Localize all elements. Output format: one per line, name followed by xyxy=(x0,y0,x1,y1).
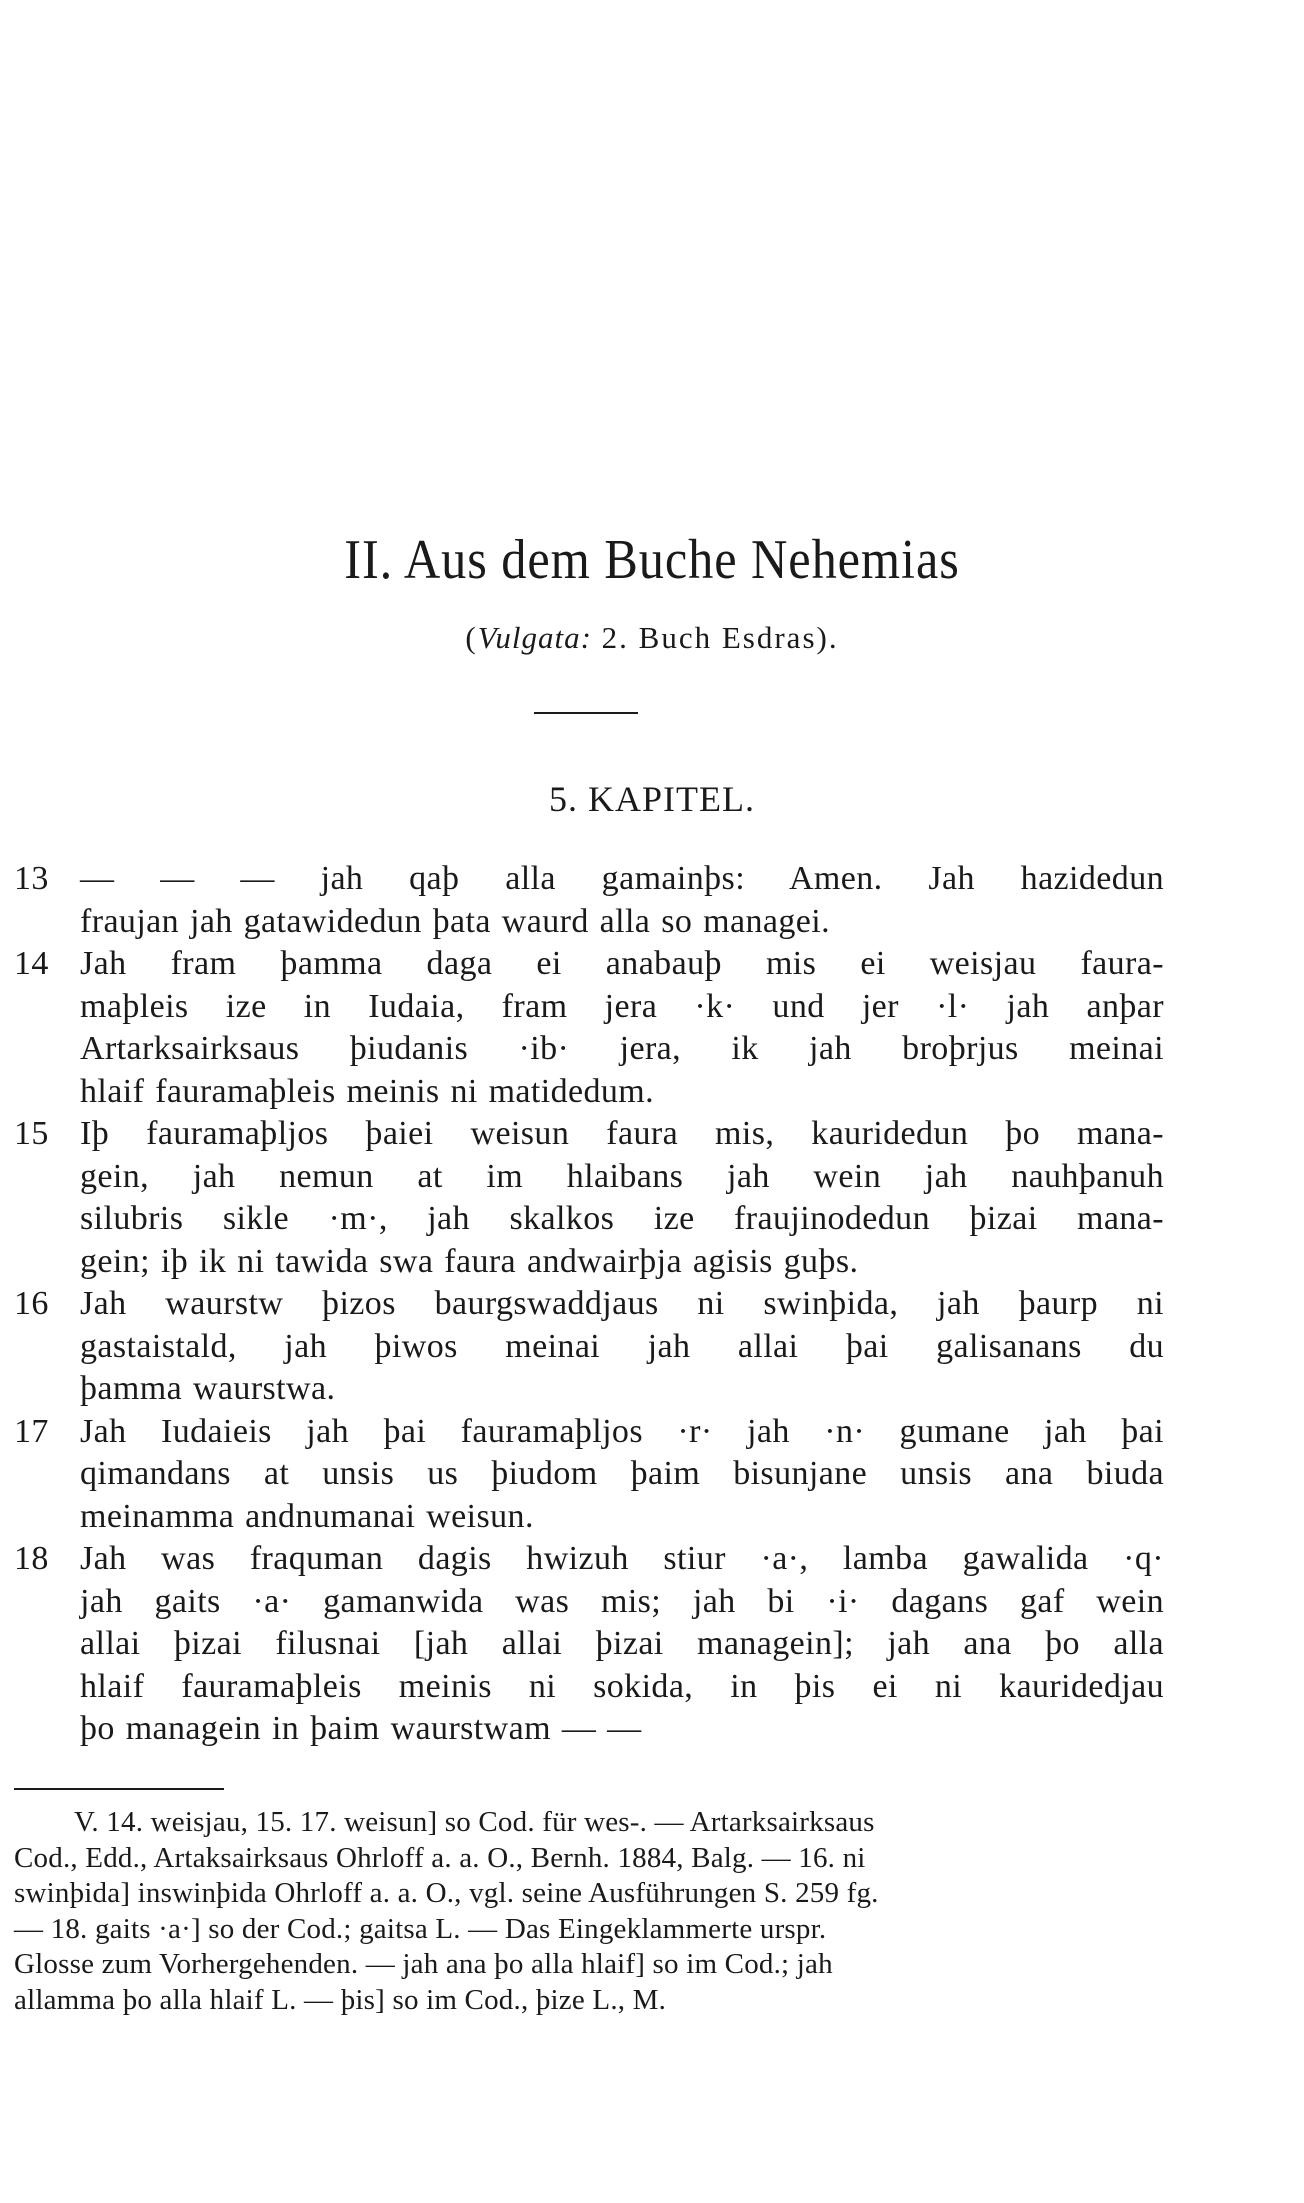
footnote-line: V. 14. weisjau, 15. 17. weisun] so Cod. für wes-. — Artarksairksaus xyxy=(74,1806,875,1838)
verse-15 xyxy=(14,1113,1164,1283)
section-subtitle xyxy=(0,620,1304,656)
verse-line: þo managein in þaim waurstwam — — xyxy=(80,1710,642,1747)
subtitle-open-paren: ( xyxy=(465,620,478,655)
chapter-heading: 5. KAPITEL. xyxy=(549,779,755,819)
verse-line: maþleis ize in Iudaia, fram jera ·k· und jer ·l· jah anþar xyxy=(80,987,1164,1025)
verse-line: hlaif fauramaþleis meinis ni sokida, in þis ei ni kauridedjau xyxy=(80,1667,1164,1705)
verse-block xyxy=(14,858,1164,1751)
verse-number: 13 xyxy=(14,860,49,897)
verse-line: qimandans at unsis us þiudom þaim bisunjane unsis ana biuda xyxy=(80,1455,1164,1492)
verse-line: gastaistald, jah þiwos meinai jah allai þai galisanans du xyxy=(80,1327,1164,1365)
footnote-line: allamma þo alla hlaif L. — þis] so im Cod., þize L., M. xyxy=(14,1983,667,2016)
verse-line: — — — jah qaþ alla gamainþs: Amen. Jah hazidedun xyxy=(80,860,1164,897)
verse-line: silubris sikle ·m·, jah skalkos ize fraujinodedun þizai mana- xyxy=(80,1200,1164,1237)
verse-14 xyxy=(14,943,1164,1113)
verse-line: jah gaits ·a· gamanwida was mis; jah bi ·i· dagans gaf wein xyxy=(80,1582,1164,1620)
verse-line: allai þizai filusnai [jah allai þizai managein]; jah ana þo alla xyxy=(80,1625,1164,1662)
subtitle-rest: 2. Buch Esdras). xyxy=(601,620,839,655)
footnote-line: Glosse zum Vorhergehenden. — jah ana þo alla hlaif] so im Cod.; jah xyxy=(14,1948,833,1980)
verse-number: 14 xyxy=(14,945,49,982)
verse-17 xyxy=(14,1411,1164,1539)
verse-line: meinamma andnumanai weisun. xyxy=(80,1497,534,1535)
verse-line: Jah Iudaieis jah þai fauramaþljos ·r· jah ·n· gumane jah þai xyxy=(80,1412,1164,1450)
verse-line: Jah fram þamma daga ei anabauþ mis ei weisjau faura- xyxy=(80,945,1164,982)
verse-line: Artarksairksaus þiudanis ·ib· jera, ik jah broþrjus meinai xyxy=(80,1030,1164,1067)
footnote-line: — 18. gaits ·a·] so der Cod.; gaitsa L. — Das Eingeklammerte urspr. xyxy=(14,1912,827,1945)
verse-18 xyxy=(14,1538,1164,1751)
verse-number: 18 xyxy=(14,1540,49,1577)
footnote-line: Cod., Edd., Artaksairksaus Ohrloff a. a. O., Bernh. 1884, Balg. — 16. ni xyxy=(14,1841,866,1874)
verse-line: Iþ fauramaþljos þaiei weisun faura mis, kauridedun þo mana- xyxy=(80,1115,1164,1152)
footnote-divider xyxy=(14,1788,224,1790)
verse-line: hlaif fauramaþleis meinis ni matidedum. xyxy=(80,1072,655,1110)
footnote-line: swinþida] inswinþida Ohrloff a. a. O., vgl. seine Ausführungen S. 259 fg. xyxy=(14,1877,879,1909)
verse-line: fraujan jah gatawidedun þata waurd alla so managei. xyxy=(80,902,830,940)
verse-line: gein; iþ ik ni tawida swa faura andwairþja agisis guþs. xyxy=(80,1242,859,1280)
verse-line: þamma waurstwa. xyxy=(80,1370,336,1407)
verse-16 xyxy=(14,1283,1164,1411)
verse-number: 16 xyxy=(14,1285,49,1322)
verse-line: gein, jah nemun at im hlaibans jah wein jah nauhþanuh xyxy=(80,1157,1164,1195)
verse-line: Jah was fraquman dagis hwizuh stiur ·a·, lamba gawalida ·q· xyxy=(80,1540,1164,1577)
verse-13 xyxy=(14,858,1164,943)
title-divider xyxy=(534,712,638,714)
subtitle-vulgata: Vulgata: xyxy=(477,620,592,655)
verse-number: 17 xyxy=(14,1412,49,1450)
verse-number: 15 xyxy=(14,1115,49,1152)
verse-line: Jah waurstw þizos baurgswaddjaus ni swinþida, jah þaurp ni xyxy=(80,1285,1164,1322)
section-title: II. Aus dem Buche Nehemias xyxy=(344,529,960,591)
footnotes xyxy=(14,1805,1164,2018)
